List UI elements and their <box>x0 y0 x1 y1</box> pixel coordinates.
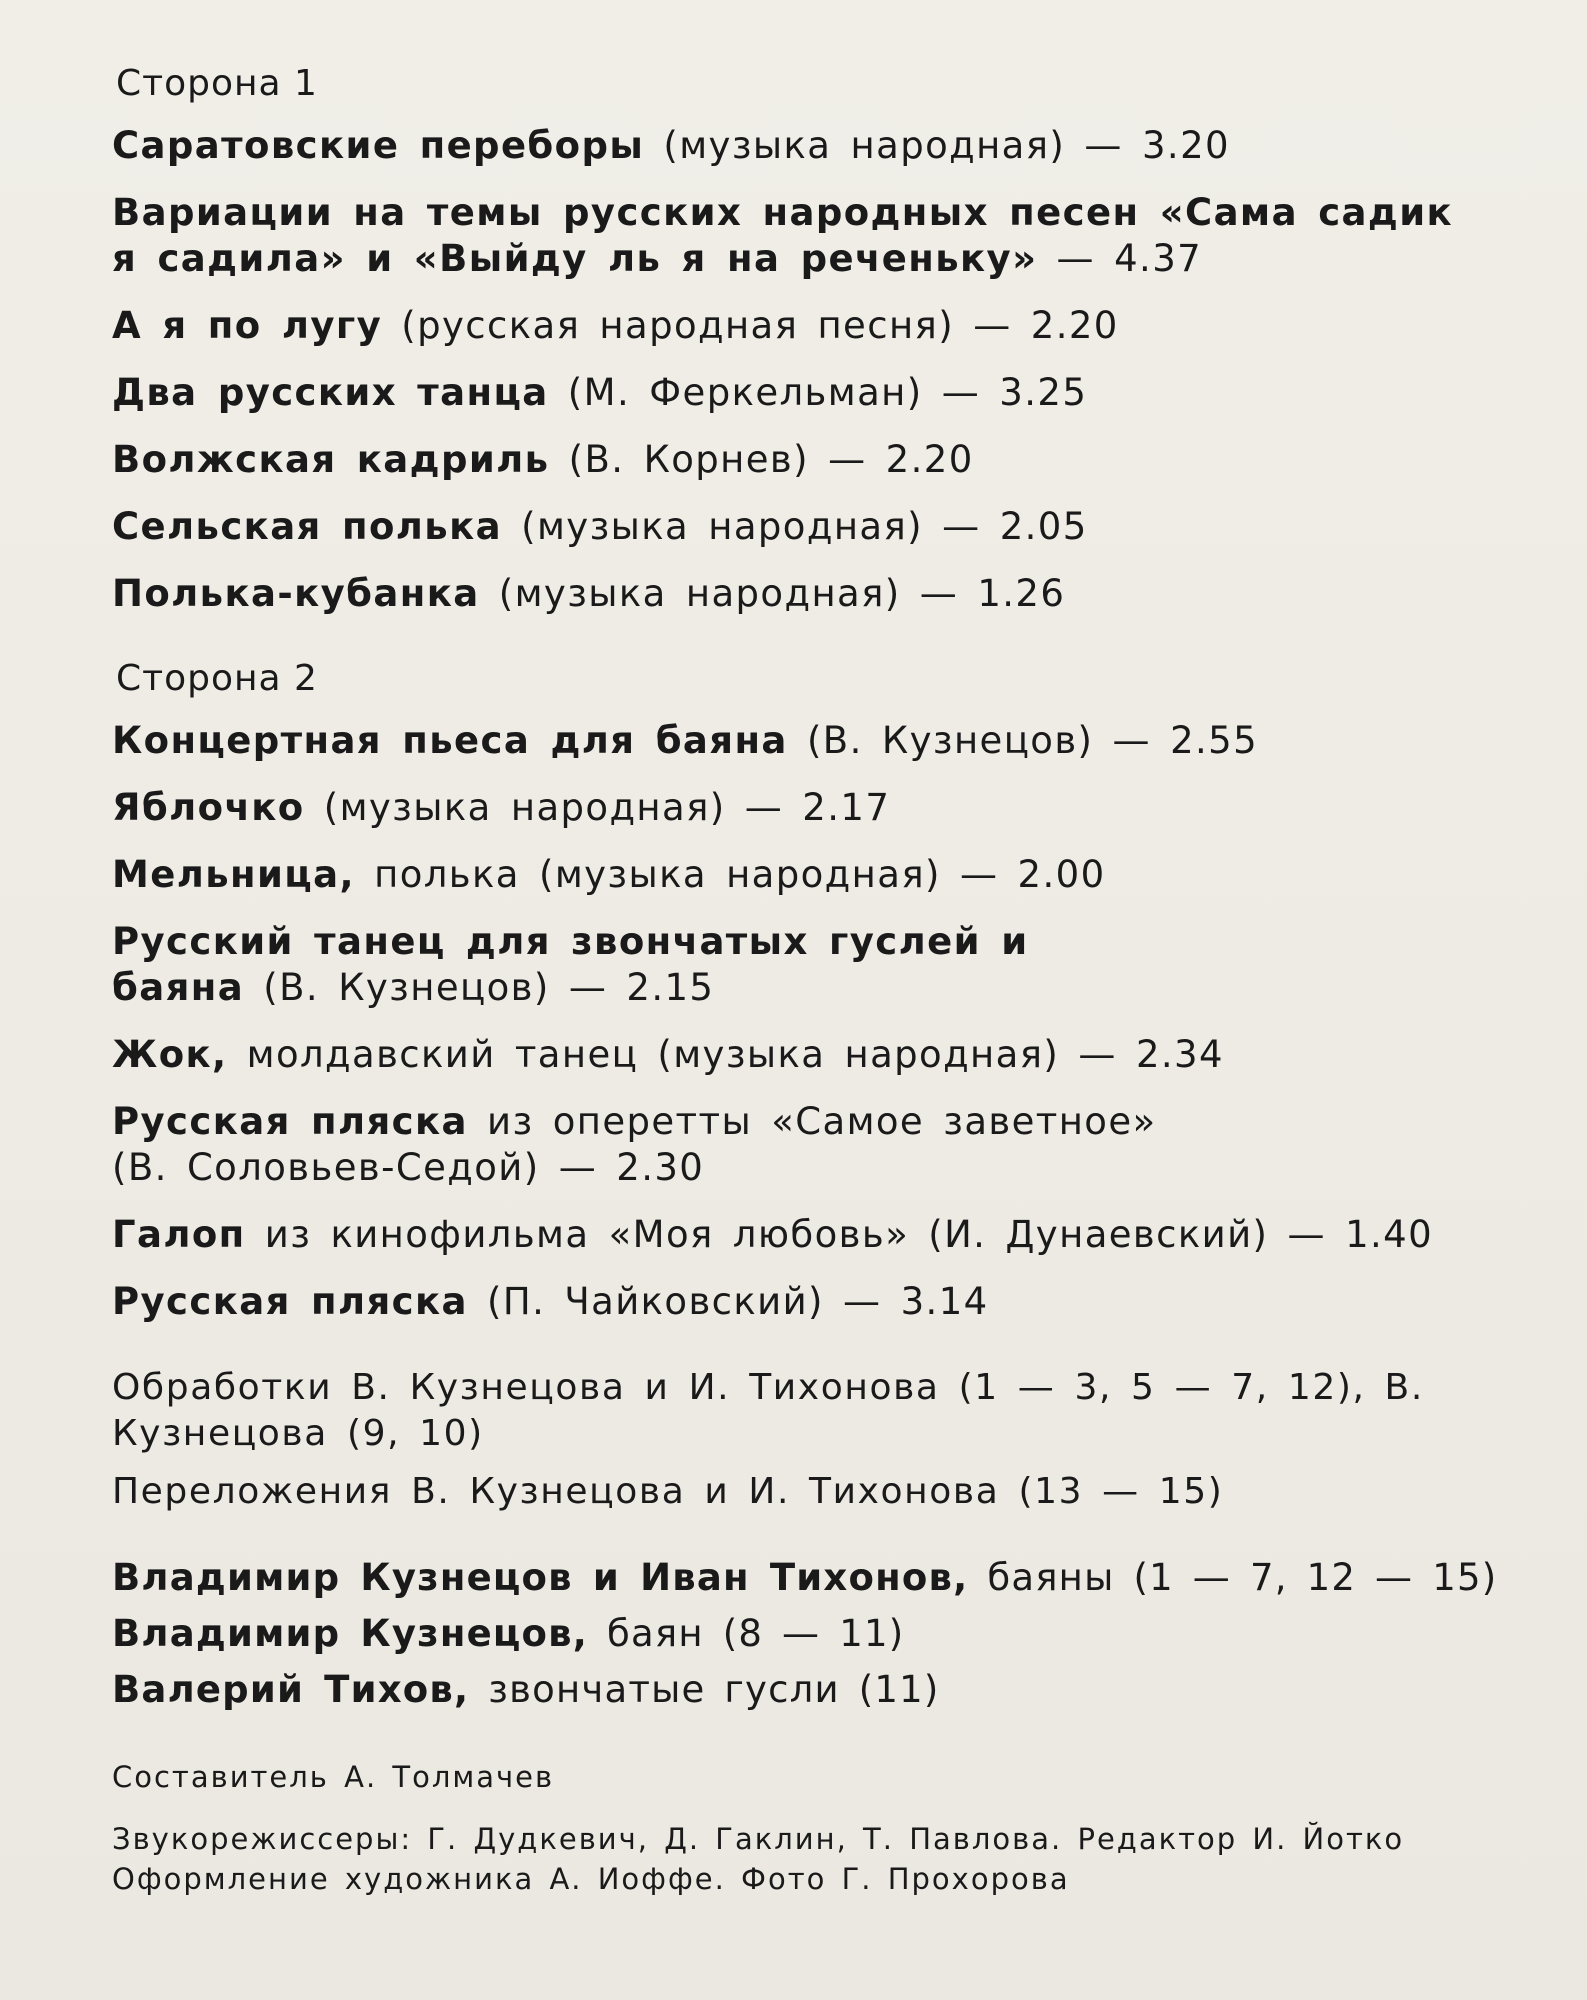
track-details: (музыка народная) — 3.20 <box>644 124 1230 168</box>
track-item <box>112 1279 1527 1325</box>
track-title: Галоп <box>112 1213 246 1257</box>
track-item <box>112 571 1527 617</box>
track-details: молдавский танец (музыка народная) — 2.34 <box>227 1033 1224 1077</box>
track-item <box>112 370 1527 416</box>
engineers-credit: Звукорежиссеры: Г. Дудкевич, Д. Гаклин, Т. Павлова. Редактор И. Йотко <box>112 1822 1405 1857</box>
track-item <box>112 919 1172 1011</box>
track-details: (В. Кузнецов) — 2.15 <box>244 966 715 1010</box>
track-details: (русская народная песня) — 2.20 <box>382 304 1119 348</box>
track-item <box>112 785 1527 831</box>
side-2-heading: Сторона 2 <box>116 658 318 700</box>
performer-role: звончатые гусли (11) <box>469 1668 940 1712</box>
track-details: (В. Корнев) — 2.20 <box>549 438 974 482</box>
track-details: (музыка народная) — 2.17 <box>304 786 891 830</box>
track-item <box>112 1099 1212 1191</box>
track-details: (В. Кузнецов) — 2.55 <box>787 719 1259 763</box>
track-title: Русский танец для звончатых гуслей и баяна <box>112 920 1029 1010</box>
arrangements-credit: Обработки В. Кузнецова и И. Тихонова (1 — 3, 5 — 7, 12), В. Кузнецова (9, 10) <box>112 1367 1424 1455</box>
track-title: Русская пляска <box>112 1100 468 1144</box>
track-details: (музыка народная) — 1.26 <box>479 572 1066 616</box>
performer-role: баян (8 — 11) <box>588 1612 905 1656</box>
track-title: А я по лугу <box>112 304 383 348</box>
track-title: Волжская кадриль <box>112 438 550 482</box>
track-details: из кинофильма «Моя любовь» (И. Дунаевский) — 1.40 <box>245 1213 1434 1257</box>
arrangement-credits <box>112 1365 1527 1515</box>
track-title: Мельница, <box>112 853 355 897</box>
track-details: (М. Феркельман) — 3.25 <box>548 371 1088 415</box>
track-item <box>112 1032 1527 1078</box>
compiler-credit: Составитель А. Толмачев <box>112 1760 555 1795</box>
performer-role: баяны (1 — 7, 12 — 15) <box>968 1556 1498 1600</box>
track-title: Концертная пьеса для баяна <box>112 719 788 763</box>
side-1-section <box>112 62 1527 617</box>
performer-name: Владимир Кузнецов и Иван Тихонов, <box>112 1556 969 1600</box>
track-details: (П. Чайковский) — 3.14 <box>467 1280 989 1324</box>
track-title: Жок, <box>112 1033 228 1077</box>
track-title: Яблочко <box>112 786 305 830</box>
track-item <box>112 852 1527 898</box>
performers-list <box>112 1555 1527 1713</box>
performer-name: Валерий Тихов, <box>112 1668 470 1712</box>
performer-item <box>112 1667 1527 1713</box>
track-item <box>112 718 1527 764</box>
transcriptions-credit: Переложения В. Кузнецова и И. Тихонова (13 — 15) <box>112 1471 1224 1513</box>
track-item <box>112 437 1527 483</box>
track-details: — 4.37 <box>1037 237 1203 281</box>
track-title: Сельская полька <box>112 505 502 549</box>
track-details: из оперетты «Самое заветное» (В. Соловьев-Седой) — 2.30 <box>112 1100 1157 1190</box>
performer-name: Владимир Кузнецов, <box>112 1612 589 1656</box>
design-credit: Оформление художника А. Иоффе. Фото Г. Прохорова <box>112 1862 1070 1897</box>
track-item <box>112 190 1472 282</box>
track-item <box>112 303 1527 349</box>
track-title: Саратовские переборы <box>112 124 645 168</box>
track-item <box>112 1212 1527 1258</box>
performer-item <box>112 1555 1527 1601</box>
track-item <box>112 123 1527 169</box>
track-title: Русская пляска <box>112 1280 468 1324</box>
track-title: Полька-кубанка <box>112 572 480 616</box>
side-1-heading: Сторона 1 <box>116 63 318 104</box>
track-title: Два русских танца <box>112 371 549 415</box>
track-item <box>112 504 1527 550</box>
track-title: Вариации на темы русских народных песен «Сама садик я садила» и «Выйду ль я на реченьку» <box>112 191 1454 281</box>
track-details: полька (музыка народная) — 2.00 <box>354 853 1106 897</box>
production-staff <box>112 1757 1527 1899</box>
performer-item <box>112 1611 1527 1657</box>
side-2-section <box>112 657 1527 1325</box>
track-details: (музыка народная) — 2.05 <box>501 505 1088 549</box>
